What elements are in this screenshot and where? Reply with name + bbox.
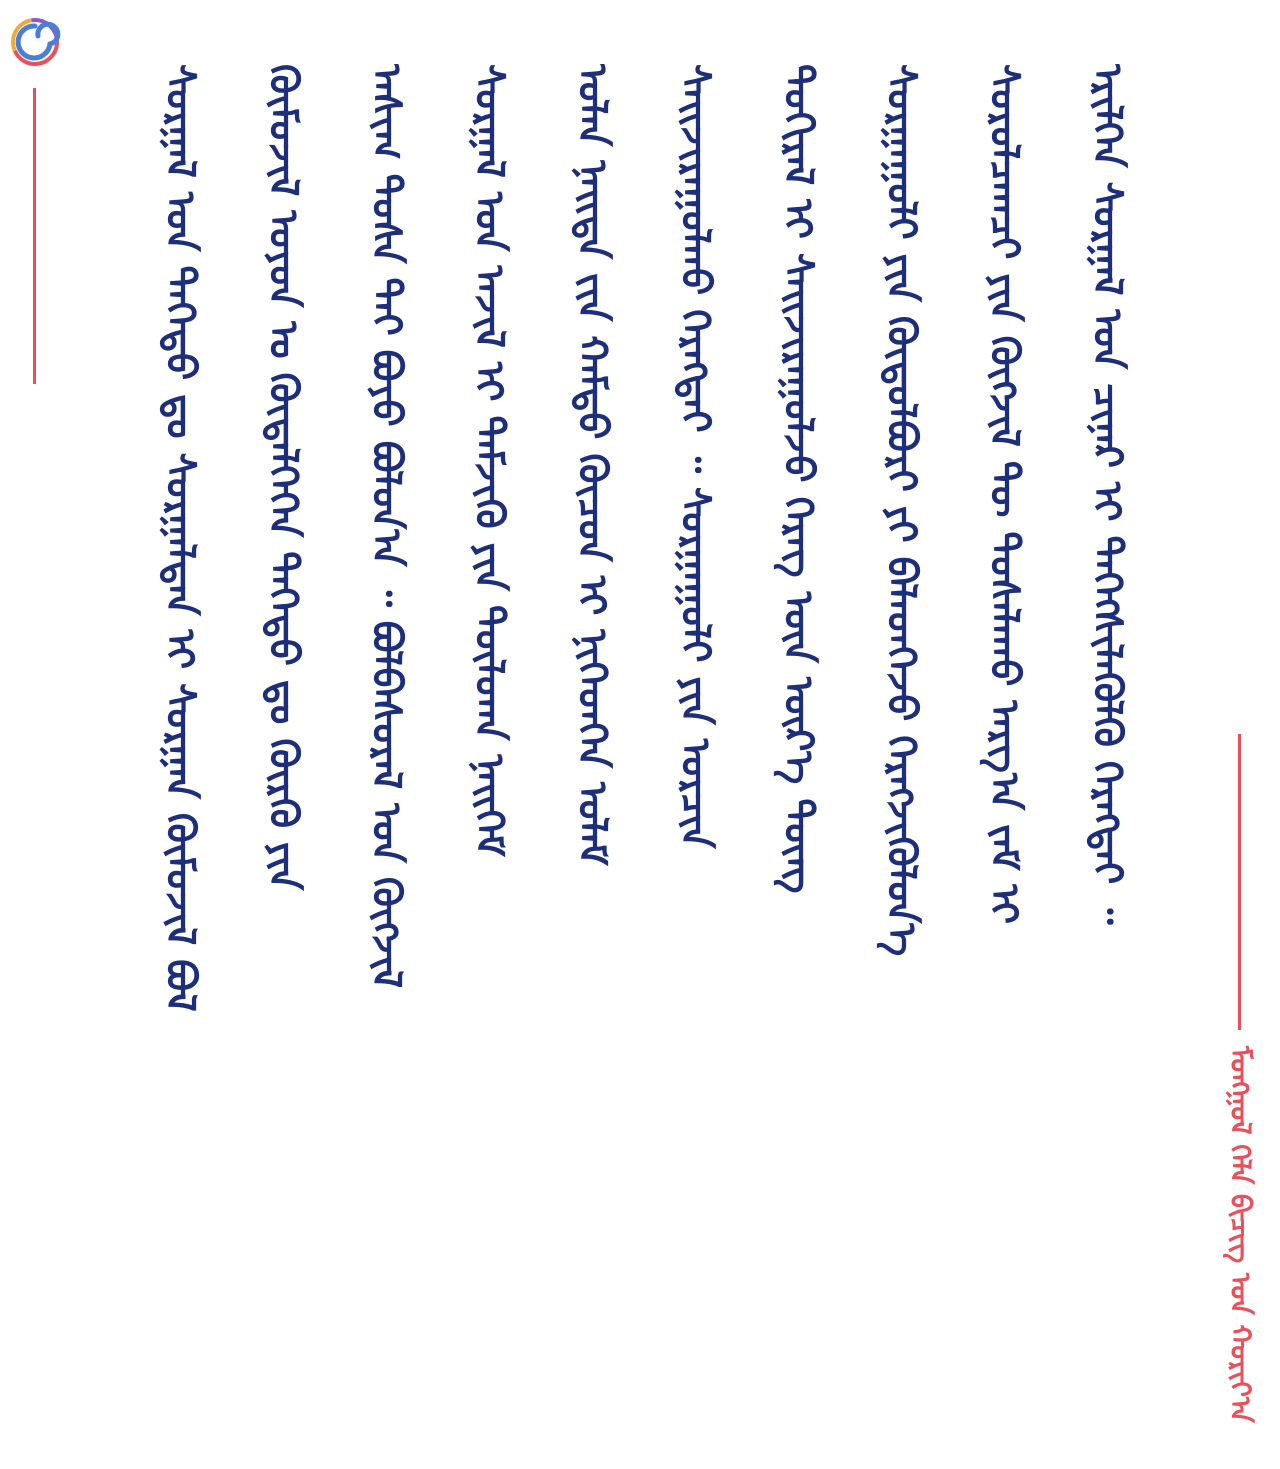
article-body <box>128 64 1158 1436</box>
article-caption: ᠮᠣᠩᠭᠣᠯ ᠬᠡᠯᠡ ᠪᠢᠴᠢᠭ ᠤᠨ ᠬᠣᠷᠢᠶ᠎ᠠ <box>1224 1046 1257 1423</box>
text-column-3: ᠠᠰᠢᠭ ᠲᠤᠰᠠ ᠲᠠᠢ ᠪᠤᠶᠤ ᠪᠣᠯᠤᠨ᠎ᠠ ᠃ ᠪᠣᠯᠪᠠᠰᠤᠷᠠᠯ ᠤᠨ ᠬᠥᠭᠵᠢᠯ <box>363 64 409 989</box>
spiral-logo-icon <box>8 10 64 70</box>
left-decorative-rule <box>33 88 36 384</box>
text-column-9: ᠰᠤᠷᠤᠯᠴᠠᠭᠴᠢ ᠶᠢᠨ ᠬᠥᠭᠵᠢᠯ ᠲᠦ ᠲᠤᠰᠠᠯᠠᠬᠤ ᠠᠷᠭ᠎ᠠ ᠵᠠᠮ ᠢ <box>981 64 1027 925</box>
text-column-1: ᠰᠤᠷᠭᠠᠯ ᠤᠨ ᠳᠡᠭᠡᠳᠦ ᠳᠤ ᠰᠤᠷᠭᠠᠯᠲᠠᠨ ᠢ ᠰᠤᠷᠭᠠᠨ ᠬᠦᠮᠦᠵᠢᠯ ᠪᠣᠯ <box>157 64 203 1012</box>
text-column-2: ᠬᠦᠮᠦᠵᠢᠯ ᠣᠶᠤᠨ ᠤ ᠬᠦᠳᠡᠯᠭᠡᠭᠡᠨ ᠳᠡᠭᠡᠳᠦ ᠳᠤ ᠬᠦᠷᠬᠦ ᠶᠢᠨ <box>260 64 306 891</box>
text-column-10: ᠡᠷᠢᠯᠬᠡᠨ ᠰᠤᠷᠭᠠᠯ ᠤᠨ ᠴᠢᠨᠠᠷ ᠢ ᠳᠡᠭᠡᠭᠰᠢᠯᠡᠭᠦᠯᠬᠦ ᠬᠡᠷᠡᠭᠲᠡᠢ ᠃ <box>1084 64 1130 925</box>
text-column-8: ᠰᠤᠷᠭᠠᠭᠤᠯᠢ ᠶᠢᠨ ᠬᠥᠲᠦᠯᠪᠦᠷᠢ ᠶᠢ ᠪᠡᠯᠡᠳᠬᠡᠵᠦ ᠬᠡᠷᠡᠭᠵᠢᠭᠦᠯᠦᠨ᠎ᠡ <box>878 64 924 957</box>
right-decorative-rule <box>1238 734 1241 1030</box>
text-column-5: ᠣᠯᠠᠨ ᠨᠡᠢᠲᠡ ᠵᠢᠨ ᠬᠠᠮᠲᠤ ᠬᠦᠴᠦᠨ ᠢ ᠨᠢᠭᠡᠳᠭᠡᠨ ᠤᠯᠠᠮ <box>569 64 615 866</box>
text-column-6: ᠰᠠᠢᠵᠢᠷᠠᠭᠤᠯᠬᠤ ᠬᠡᠷᠡᠭᠲᠡᠢ ᠃ ᠰᠤᠷᠭᠠᠭᠤᠯᠢ ᠶᠢᠨ ᠣᠷᠴᠢᠨ <box>672 64 718 849</box>
text-column-4: ᠰᠤᠷᠭᠠᠯ ᠤᠨ ᠠᠵᠢᠯ ᠢ ᠳᠡᠮᠵᠢᠬᠦ ᠶᠢᠨ ᠲᠥᠯᠥᠭ᠍ᠡ ᠨᠡᠢᠭᠡᠮ <box>466 64 512 857</box>
text-column-7: ᠲᠣᠬᠢᠷᠠᠯ ᠢ ᠰᠠᠢᠵᠢᠷᠠᠭᠤᠯᠵᠤ ᠬᠡᠷᠡᠭ ᠦᠨ ᠦᠷ᠎ᠡ ᠳᠦᠩ <box>775 64 821 894</box>
